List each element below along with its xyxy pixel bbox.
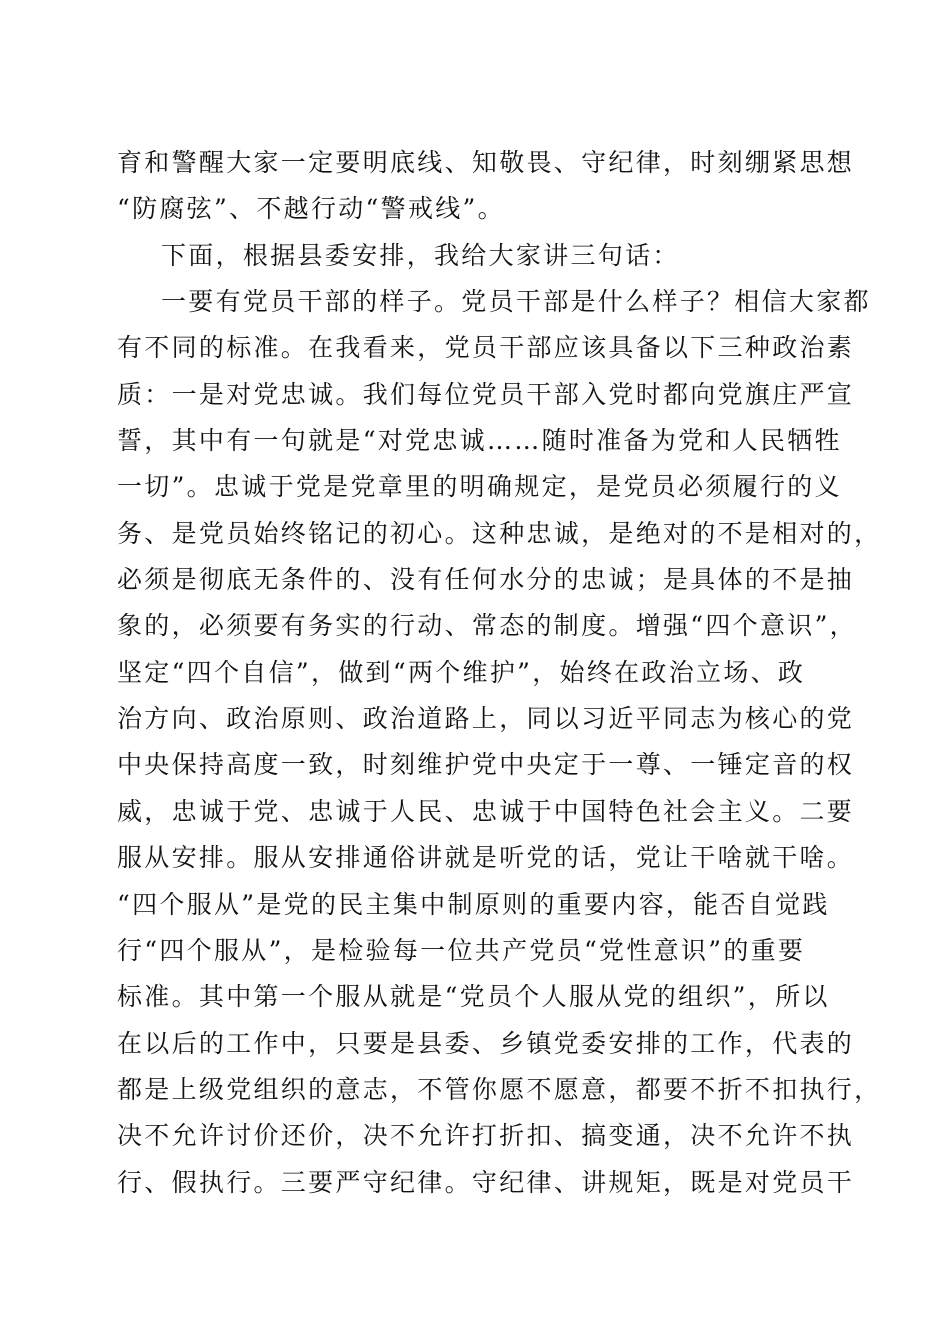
text-line: “防腐弦”、不越行动“警戒线”。 (117, 194, 505, 224)
text-line: 都是上级党组织的意志，不管你愿不愿意，都要不折不扣执行， (117, 1074, 882, 1104)
text-line: 在以后的工作中，只要是县委、乡镇党委安排的工作，代表的 (117, 1028, 855, 1058)
paragraph-start-line: 下面，根据县委安排，我给大家讲三句话： (161, 240, 680, 270)
paragraph-start-line: 一要有党员干部的样子。党员干部是什么样子？相信大家都 (161, 287, 871, 317)
text-line: 一切”。忠诚于党是党章里的明确规定，是党员必须履行的义 (117, 472, 842, 502)
text-line: 有不同的标准。在我看来，党员干部应该具备以下三种政治素 (117, 333, 855, 363)
text-line: 决不允许讨价还价，决不允许打折扣、搞变通，决不允许不执 (117, 1121, 855, 1151)
text-line: 质：一是对党忠诚。我们每位党员干部入党时都向党旗庄严宣 (117, 379, 855, 409)
text-line: 威，忠诚于党、忠诚于人民、忠诚于中国特色社会主义。二要 (117, 796, 855, 826)
text-line: 治方向、政治原则、政治道路上，同以习近平同志为核心的党 (117, 704, 855, 734)
text-line: “四个服从”是党的民主集中制原则的重要内容，能否自觉践 (117, 889, 830, 919)
text-line: 必须是彻底无条件的、没有任何水分的忠诚；是具体的不是抽 (117, 565, 855, 595)
text-line: 行、假执行。三要严守纪律。守纪律、讲规矩，既是对党员干 (117, 1167, 855, 1197)
text-line: 中央保持高度一致，时刻维护党中央定于一尊、一锤定音的权 (117, 750, 855, 780)
text-line: 行“四个服从”，是检验每一位共产党员“党性意识”的重要 (117, 935, 806, 965)
body-text (117, 140, 882, 1206)
text-line: 象的，必须要有务实的行动、常态的制度。增强“四个意识”， (117, 611, 857, 641)
text-line: 誓，其中有一句就是“对党忠诚……随时准备为党和人民牺牲 (117, 426, 842, 456)
text-line: 标准。其中第一个服从就是“党员个人服从党的组织”，所以 (117, 982, 830, 1012)
text-line: 坚定“四个自信”，做到“两个维护”，始终在政治立场、政 (117, 657, 806, 687)
text-line: 服从安排。服从安排通俗讲就是听党的话，党让干啥就干啥。 (117, 843, 855, 873)
text-line: 育和警醒大家一定要明底线、知敬畏、守纪律，时刻绷紧思想 (117, 148, 855, 177)
text-line: 务、是党员始终铭记的初心。这种忠诚，是绝对的不是相对的， (117, 518, 882, 548)
